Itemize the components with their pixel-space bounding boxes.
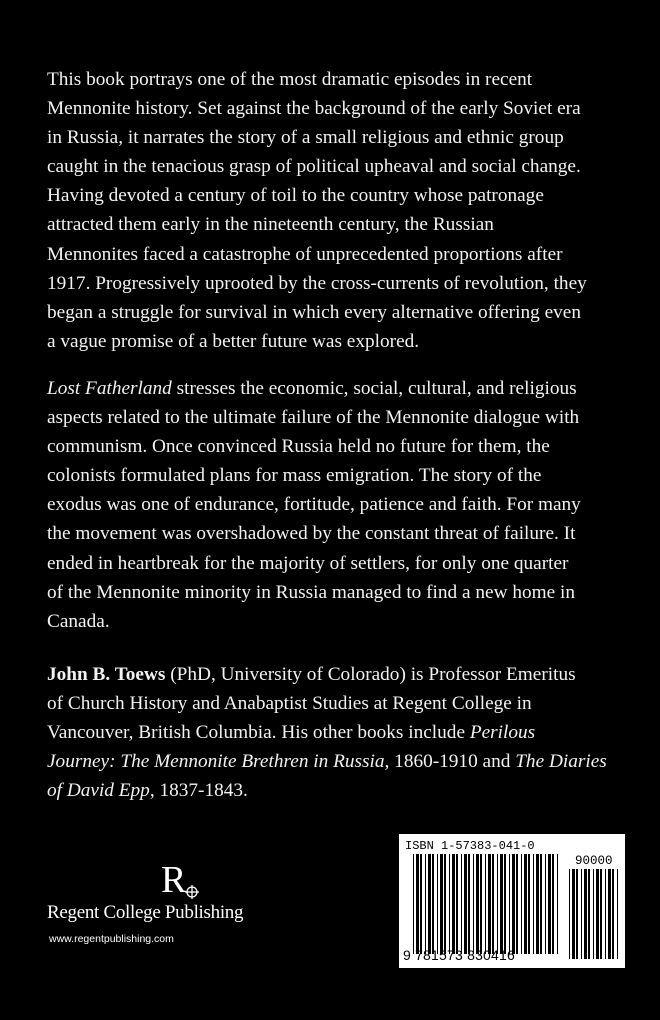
author-name: John B. Toews [47, 664, 166, 685]
paragraph-1-line: in Russia, it narrates the story of a small religious and ethnic group [47, 127, 564, 149]
publisher-logo [47, 858, 307, 948]
author-bio [47, 660, 627, 805]
paragraph-2-line-1: Lost Fatherland stresses the economic, social, cultural, and religious [47, 378, 577, 399]
paragraph-1-line: Having devoted a century of toil to the country whose patronage [47, 185, 544, 207]
publisher-name: Regent College Publishing [47, 902, 244, 923]
description-paragraph-2 [47, 374, 627, 636]
regent-r-logo-icon [157, 858, 201, 904]
author-bio-line-2: of Church History and Anabaptist Studies at Regent College in [47, 693, 532, 715]
paragraph-1-line: Mennonites faced a catastrophe of unprecedented proportions after [47, 243, 563, 265]
paragraph-2-line: Canada. [47, 610, 110, 632]
logo-letter: R [161, 859, 187, 901]
paragraph-1-line: 1917. Progressively uprooted by the cross-currents of revolution, they [47, 272, 587, 294]
paragraph-2-line: of the Mennonite minority in Russia managed to find a new home in [47, 581, 575, 603]
paragraph-2-line: the movement was overshadowed by the constant threat of failure. It [47, 523, 576, 545]
author-bio-line-4: Journey: The Mennonite Brethren in Russia, 1860-1910 and The Diaries [47, 751, 607, 773]
isbn-number: ISBN 1-57383-041-0 [405, 839, 535, 853]
author-bio-line-3: Vancouver, British Columbia. His other books include Perilous [47, 722, 536, 744]
author-bio-line-1: John B. Toews (PhD, University of Colorado) is Professor Emeritus [47, 664, 576, 685]
paragraph-1-line: a vague promise of a better future was explored. [47, 330, 420, 352]
paragraph-2-line: communism. Once convinced Russia held no future for them, the [47, 436, 550, 458]
paragraph-1-line: attracted them early in the nineteenth century, the Russian [47, 214, 494, 236]
paragraph-1-line: Mennonite history. Set against the background of the early Soviet era [47, 98, 581, 120]
paragraph-2-line: ended in heartbreak for the majority of settlers, for only one quarter [47, 552, 569, 574]
ean-digits: 9 781573 830416 [403, 947, 515, 963]
price-code: 90000 [575, 854, 613, 868]
paragraph-1-line: began a struggle for survival in which every alternative offering even [47, 301, 581, 323]
paragraph-2-rest [47, 403, 627, 636]
author-bio-line-5: of David Epp, 1837-1843. [47, 780, 248, 802]
isbn-barcode [399, 834, 625, 968]
publisher-url: www.regentpublishing.com [49, 933, 174, 945]
description-paragraph-1 [47, 65, 627, 356]
paragraph-2-line: colonists formulated plans for mass emigration. The story of the [47, 465, 542, 487]
addon-barcode-bars [569, 869, 619, 959]
paragraph-2-line: exodus was one of endurance, fortitude, patience and faith. For many [47, 494, 581, 516]
book-title: Lost Fatherland [47, 378, 172, 399]
ean-barcode-bars [413, 854, 561, 954]
paragraph-2-line: aspects related to the ultimate failure of the Mennonite dialogue with [47, 407, 580, 429]
paragraph-1-line: caught in the tenacious grasp of political upheaval and social change. [47, 156, 581, 178]
paragraph-1-line: This book portrays one of the most dramatic episodes in recent [47, 69, 533, 90]
